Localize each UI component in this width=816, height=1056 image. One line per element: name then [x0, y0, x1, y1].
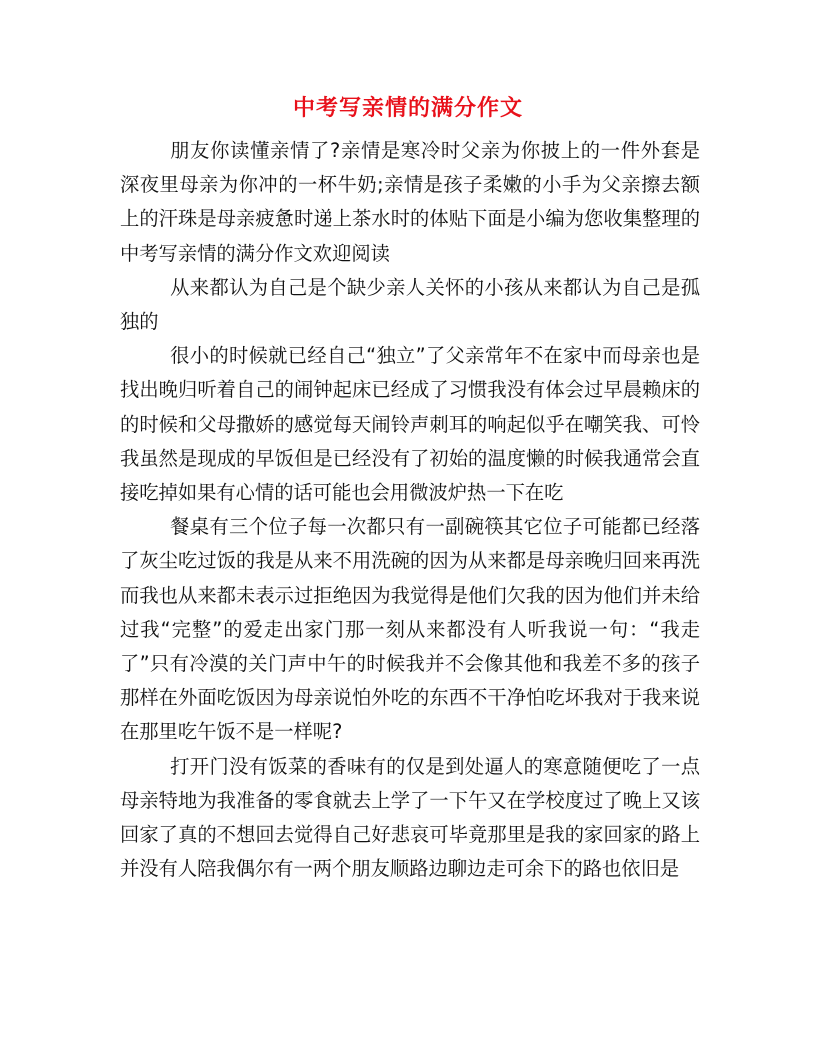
paragraph: 很小的时候就已经自己“独立”了父亲常年不在家中而母亲也是找出晚归听着自己的闹钟起床已经成了习惯我没有体会过早晨赖床的的时候和父母撒娇的感觉每天闹铃声刺耳的响起似乎在嘲笑我、可怜我虽然是现成的早饭但是已经没有了初始的温度懒的时候我通常会直接吃掉如果有心情的话可能也会用微波炉热一下在吃 [120, 344, 700, 505]
paragraph: 朋友你读懂亲情了?亲情是寒冷时父亲为你披上的一件外套是深夜里母亲为你冲的一杯牛奶;亲情是孩子柔嫩的小手为父亲擦去额上的汗珠是母亲疲惫时递上茶水时的体贴下面是小编为您收集整理的中考写亲情的满分作文欢迎阅读 [120, 139, 700, 265]
article-body [120, 134, 700, 886]
paragraph: 餐桌有三个位子每一次都只有一副碗筷其它位子可能都已经落了灰尘吃过饭的我是从来不用洗碗的因为从来都是母亲晚归回来再洗而我也从来都未表示过拒绝因为我觉得是他们欠我的因为他们并未给过我“完整”的爱走出家门那一刻从来都没有人听我说一句：“我走了”只有冷漠的关门声中午的时候我并不会像其他和我差不多的孩子那样在外面吃饭因为母亲说怕外吃的东西不干净怕吃坏我对于我来说在那里吃午饭不是一样呢? [120, 515, 700, 744]
page-title: 中考写亲情的满分作文 [292, 95, 523, 121]
paragraph: 从来都认为自己是个缺少亲人关怀的小孩从来都认为自己是孤独的 [120, 275, 700, 334]
paragraph: 打开门没有饭菜的香味有的仅是到处逼人的寒意随便吃了一点母亲特地为我准备的零食就去上学了一下午又在学校度过了晚上又该回家了真的不想回去觉得自己好悲哀可毕竟那里是我的家回家的路上并没有人陪我偶尔有一两个朋友顺路边聊边走可余下的路也依旧是 [120, 754, 700, 881]
